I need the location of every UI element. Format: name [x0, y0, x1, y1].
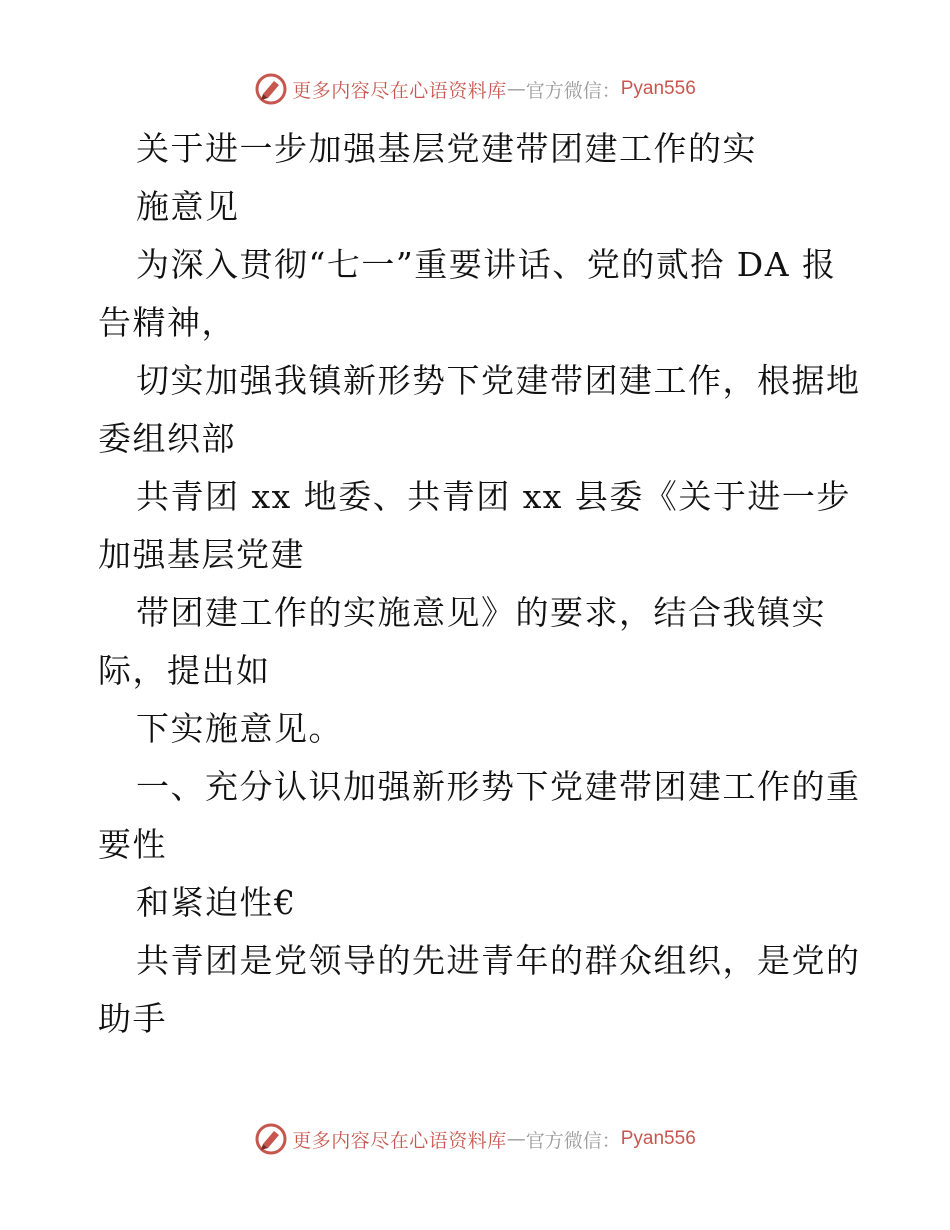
text-line: 共青团是党领导的先进青年的群众组织，是党的 — [136, 941, 861, 980]
text-line: 委组织部 — [98, 419, 236, 458]
text-line: 为深入贯彻“七一”重要讲话、党的贰拾 DA 报 — [136, 245, 837, 284]
logo-icon — [254, 72, 288, 106]
text-line: 要性 — [98, 825, 167, 864]
text-line: 下实施意见。 — [136, 709, 343, 748]
text-line: 带团建工作的实施意见》的要求，结合我镇实 — [136, 593, 826, 632]
text-line: 施意见 — [136, 187, 240, 226]
text-line: 和紧迫性€ — [136, 883, 297, 922]
watermark-wechat-label: 官方微信： — [525, 1129, 621, 1152]
text-line: 助手 — [98, 999, 167, 1038]
page-header-watermark — [0, 72, 950, 106]
watermark-wechat-label: 官方微信： — [525, 79, 621, 102]
text-line: 际，提出如 — [98, 651, 271, 690]
watermark-separator: — — [506, 1128, 526, 1150]
watermark-text: 更多内容尽在心语资料库 — [292, 1129, 507, 1152]
watermark-separator: — — [506, 78, 526, 100]
document-body — [98, 120, 861, 1048]
logo-icon — [254, 1122, 288, 1156]
watermark-wechat-id: Pyan556 — [620, 1128, 696, 1149]
watermark-wechat-id: Pyan556 — [620, 78, 696, 99]
text-line: 共青团 xx 地委、共青团 xx 县委《关于进一步 — [136, 477, 851, 516]
text-line: 告精神， — [98, 303, 236, 342]
text-line: 加强基层党建 — [98, 535, 305, 574]
text-line: 关于进一步加强基层党建带团建工作的实 — [136, 129, 757, 168]
text-line: 一、充分认识加强新形势下党建带团建工作的重 — [136, 767, 861, 806]
page-footer-watermark — [0, 1122, 950, 1156]
watermark-text: 更多内容尽在心语资料库 — [292, 79, 507, 102]
text-line: 切实加强我镇新形势下党建带团建工作，根据地 — [136, 361, 861, 400]
